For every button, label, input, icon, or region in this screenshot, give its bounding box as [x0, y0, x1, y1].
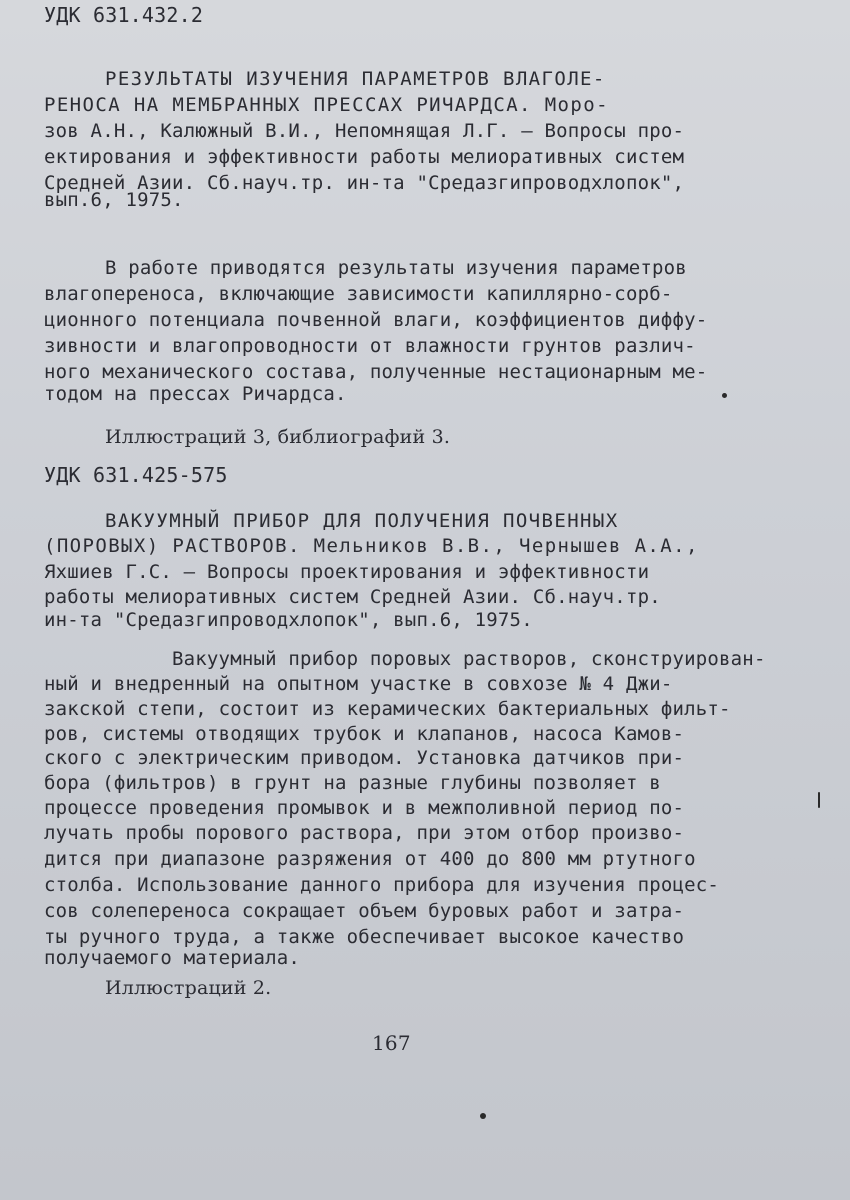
- udk-code: УДК 631.425-575: [44, 463, 228, 487]
- citation-line: Средней Азии. Сб.науч.тр. ин-та "Средазгипроводхлопок",: [44, 172, 685, 194]
- abstract-line: дится при диапазоне разряжения от 400 до 800 мм ртутного: [44, 848, 696, 870]
- citation-line: вып.6, 1975.: [44, 189, 184, 211]
- abstract-line: столба. Использование данного прибора для изучения процес-: [44, 874, 720, 896]
- abstract-line: тодом на прессах Ричардса.: [44, 383, 347, 405]
- footnote: Иллюстраций 2.: [105, 977, 272, 999]
- abstract-line: зивности и влагопроводности от влажности грунтов различ-: [44, 335, 696, 357]
- entry-title-line: РЕЗУЛЬТАТЫ ИЗУЧЕНИЯ ПАРАМЕТРОВ ВЛАГОЛЕ-: [105, 68, 606, 90]
- abstract-line: ты ручного труда, а также обеспечивает высокое качество: [44, 926, 685, 948]
- abstract-line: закской степи, состоит из керамических бактериальных фильт-: [44, 698, 731, 720]
- abstract-line: Вакуумный прибор поровых растворов, сконструирован-: [172, 648, 766, 670]
- citation-line: Яхшиев Г.С. – Вопросы проектирования и эффективности: [44, 561, 650, 583]
- ink-speck: [722, 393, 727, 398]
- citation-line: работы мелиоративных систем Средней Азии. Сб.науч.тр.: [44, 586, 661, 608]
- citation-line: зов А.Н., Калюжный В.И., Непомнящая Л.Г. – Вопросы про-: [44, 120, 685, 142]
- abstract-line: бора (фильтров) в грунт на разные глубины позволяет в: [44, 772, 661, 794]
- entry-title-line: (ПОРОВЫХ) РАСТВОРОВ. Мельников В.В., Чернышев А.А.,: [44, 535, 699, 557]
- abstract-line: ный и внедренный на опытном участке в совхозе № 4 Джи-: [44, 673, 673, 695]
- abstract-line: ров, системы отводящих трубок и клапанов, насоса Камов-: [44, 723, 685, 745]
- abstract-line: процессе проведения промывок и в межполивной период по-: [44, 797, 685, 819]
- abstract-line: получаемого материала.: [44, 947, 301, 969]
- ink-speck: [480, 1113, 486, 1119]
- citation-line: ектирования и эффективности работы мелиоративных систем: [44, 146, 685, 168]
- abstract-line: ционного потенциала почвенной влаги, коэффициентов диффу-: [44, 309, 708, 331]
- abstract-line: влагопереноса, включающие зависимости капиллярно-сорб-: [44, 283, 673, 305]
- ink-stroke: [818, 792, 820, 808]
- entry-title-line: РЕНОСА НА МЕМБРАННЫХ ПРЕССАХ РИЧАРДСА. Моро-: [44, 94, 609, 116]
- citation-line: ин-та "Средазгипроводхлопок", вып.6, 1975.: [44, 609, 533, 631]
- entry-title-line: ВАКУУМНЫЙ ПРИБОР ДЛЯ ПОЛУЧЕНИЯ ПОЧВЕННЫХ: [105, 510, 619, 532]
- abstract-line: ного механического состава, полученные нестационарным ме-: [44, 361, 708, 383]
- abstract-line: лучать пробы порового раствора, при этом отбор произво-: [44, 822, 685, 844]
- page-number: 167: [372, 1031, 411, 1055]
- abstract-line: ского с электрическим приводом. Установка датчиков при-: [44, 747, 685, 769]
- abstract-line: В работе приводятся результаты изучения параметров: [105, 257, 687, 279]
- udk-code: УДК 631.432.2: [44, 3, 204, 27]
- abstract-line: сов солепереноса сокращает объем буровых работ и затра-: [44, 900, 685, 922]
- footnote: Иллюстраций 3, библиографий 3.: [105, 426, 451, 448]
